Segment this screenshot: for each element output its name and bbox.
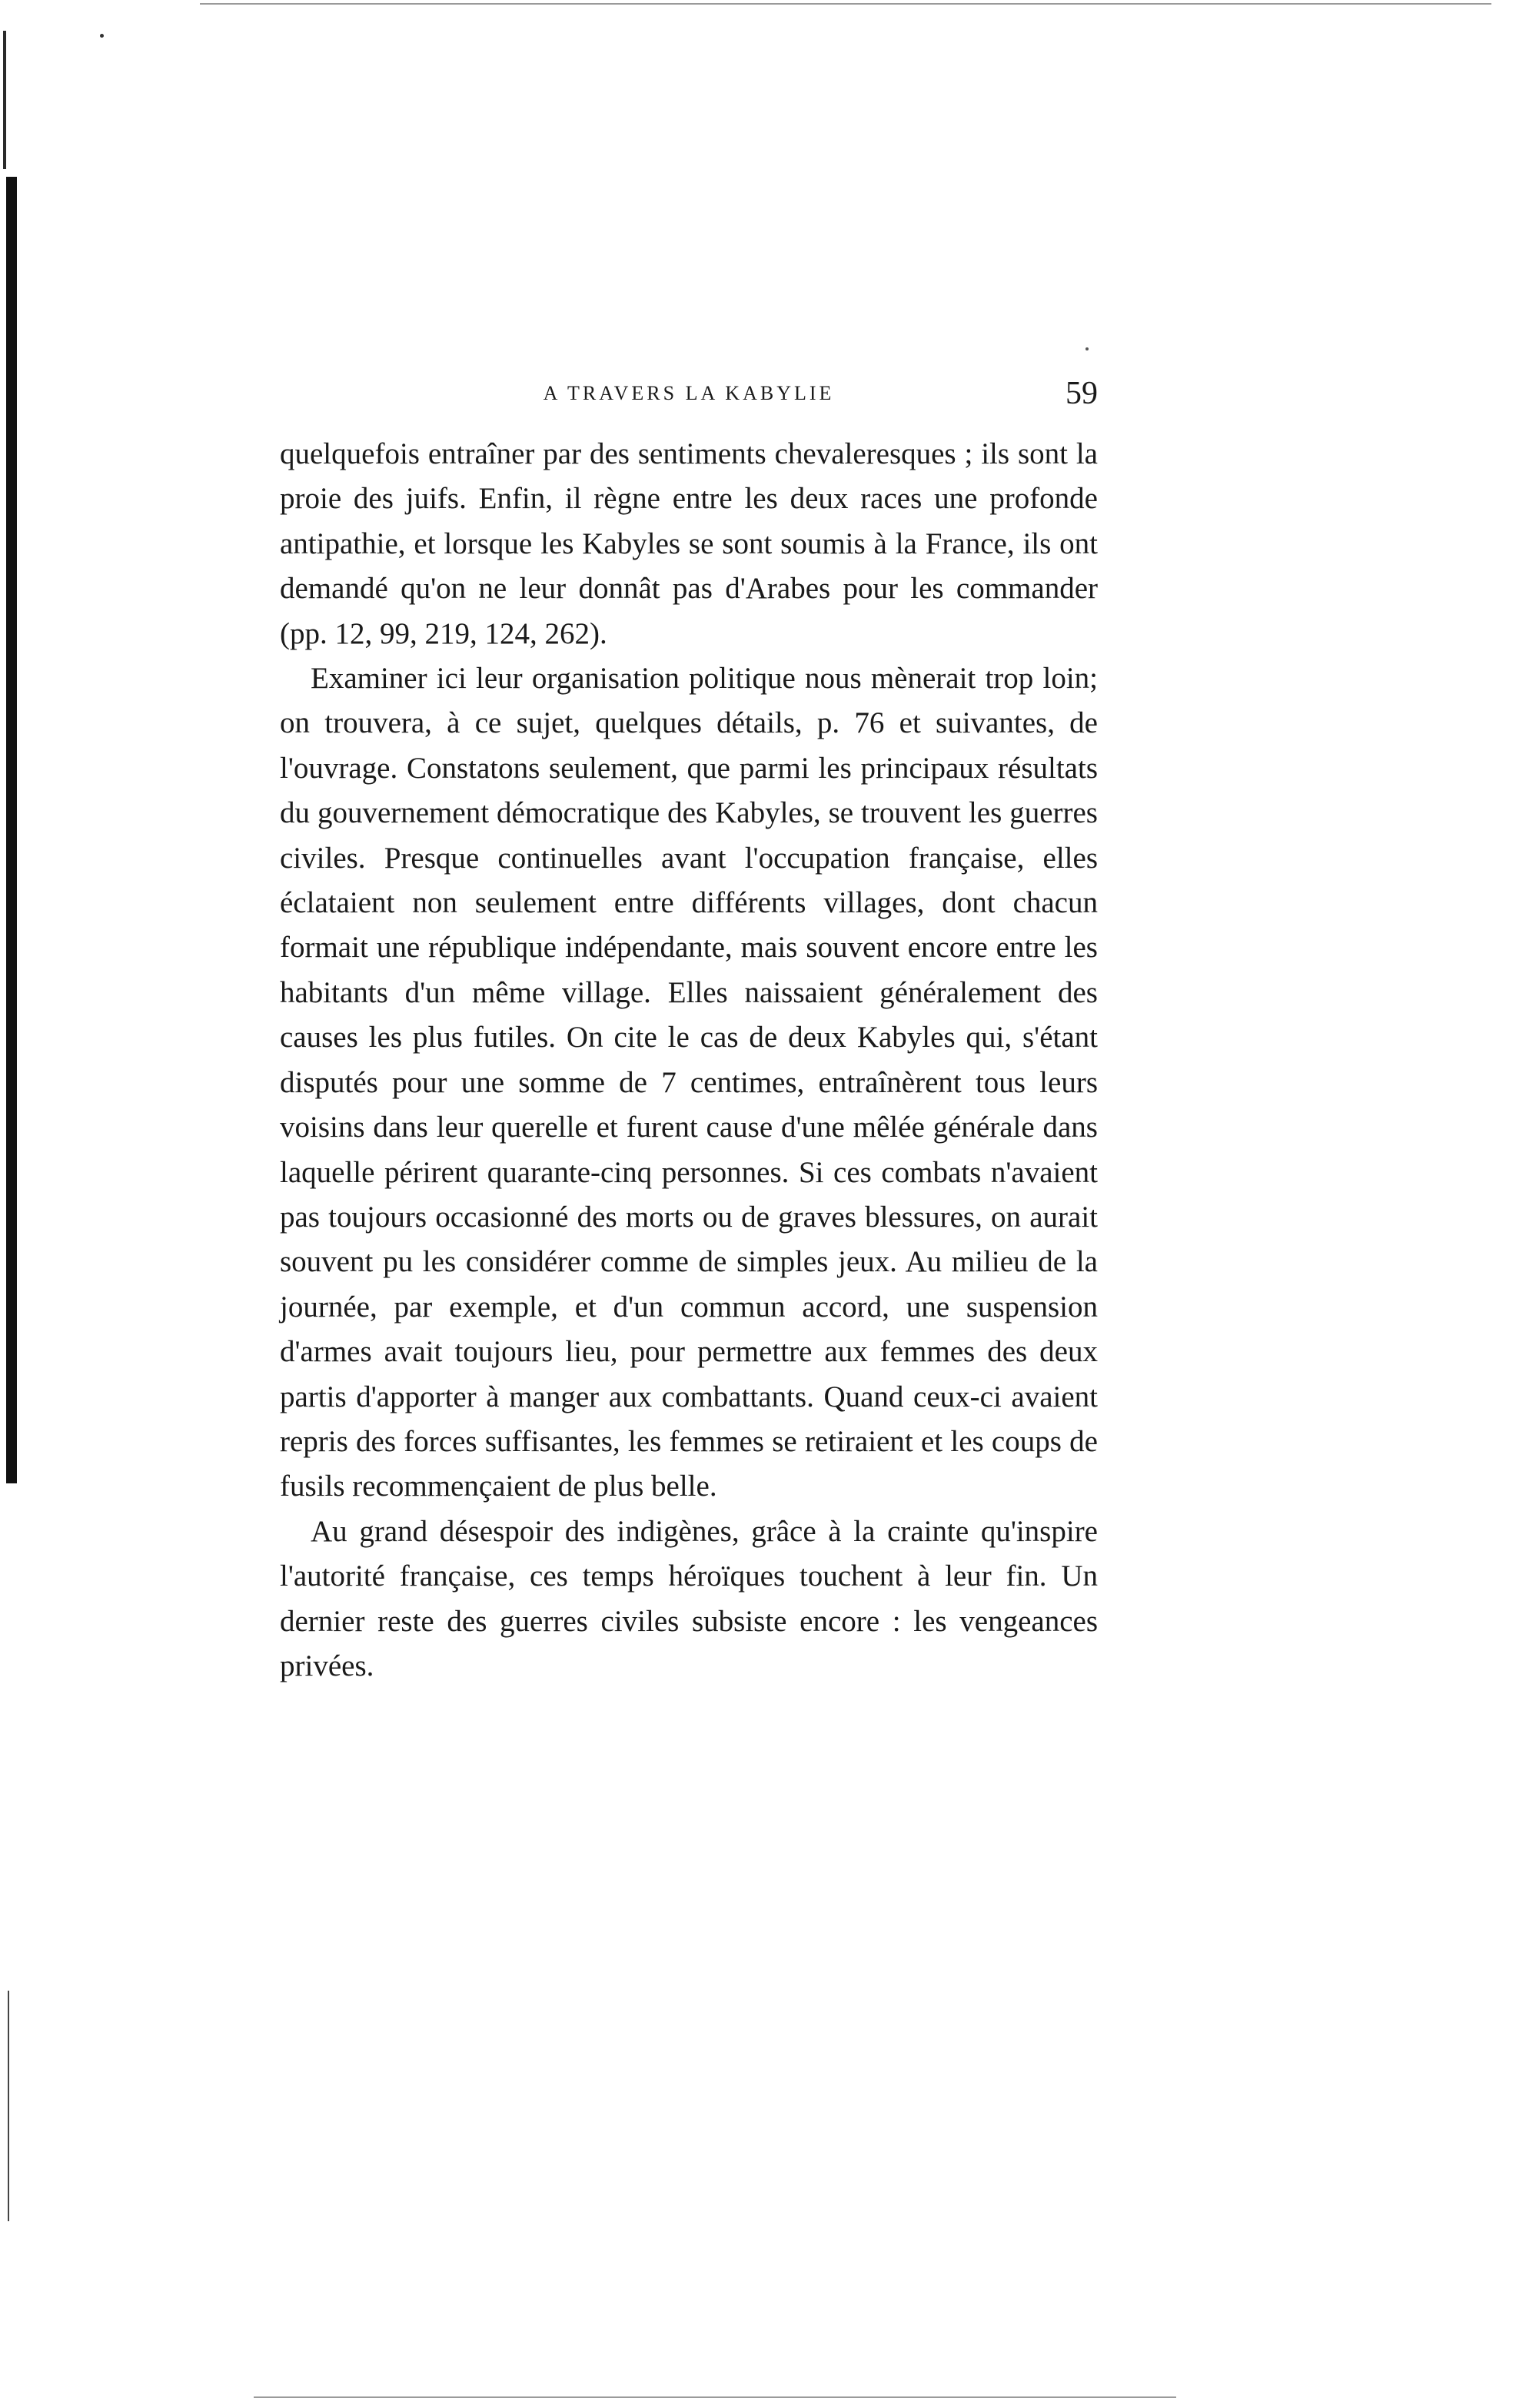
running-head [280,378,1098,432]
scan-edge-line [8,1991,9,2221]
scan-edge-artifact [3,31,6,169]
paragraph: Au grand désespoir des indigènes, grâce à la crainte qu'inspire l'autorité française, ces temps héroïques touchent à leur fin. Un dernier reste des guerres civiles subsiste encore : les vengeances privées. [280,1514,1098,1682]
scan-top-rule [200,3,1491,5]
paragraph: Examiner ici leur organisation politique nous mènerait trop loin; on trouvera, à ce sujet, quelques détails, p. 76 et suivantes, de l'ouvrage. Constatons seulement, que parmi les principaux résultats du gouvernement démocratique des Kabyles, se trouvent les guerres civiles. Presque continuelles avant l'occupation française, elles éclataient non seulement entre différents villages, dont chacun formait une république indépendante, mais souvent encore entre les habitants d'un même village. Elles naissaient généralement des causes les plus futiles. On cite le cas de deux Kabyles qui, s'étant disputés pour une somme de 7 centimes, entraînèrent tous leurs voisins dans leur querelle et furent cause d'une mêlée générale dans laquelle périrent quarante-cinq personnes. Si ces combats n'avaient pas toujours occasionné des morts ou de graves blessures, on aurait souvent pu les considérer comme de simples jeux. Au milieu de la journée, par exemple, et d'un commun accord, une suspension d'armes avait toujours lieu, pour permettre aux femmes des deux partis d'apporter à manger aux combattants. Quand ceux-ci avaient repris des forces suffisantes, les femmes se retiraient et les coups de fusils recommençaient de plus belle. [280,662,1098,1503]
book-page [280,378,1098,1689]
body-text [280,432,1098,1689]
scan-bottom-rule [254,2396,1176,2398]
scan-binding-shadow [6,177,17,1483]
running-title: A TRAVERS LA KABYLIE [543,382,835,404]
scan-speck [100,34,104,38]
page-number: 59 [1066,376,1098,411]
scan-speck [1085,347,1089,350]
paragraph-continued: quelquefois entraîner par des sentiments chevaleresques ; ils sont la proie des juifs. Enfin, il règne entre les deux races une profonde antipathie, et lorsque les Kabyles se sont soumis à la France, ils ont demandé qu'on ne leur donnât pas d'Arabes pour les commander (pp. 12, 99, 219, 124, 262). [280,437,1098,650]
